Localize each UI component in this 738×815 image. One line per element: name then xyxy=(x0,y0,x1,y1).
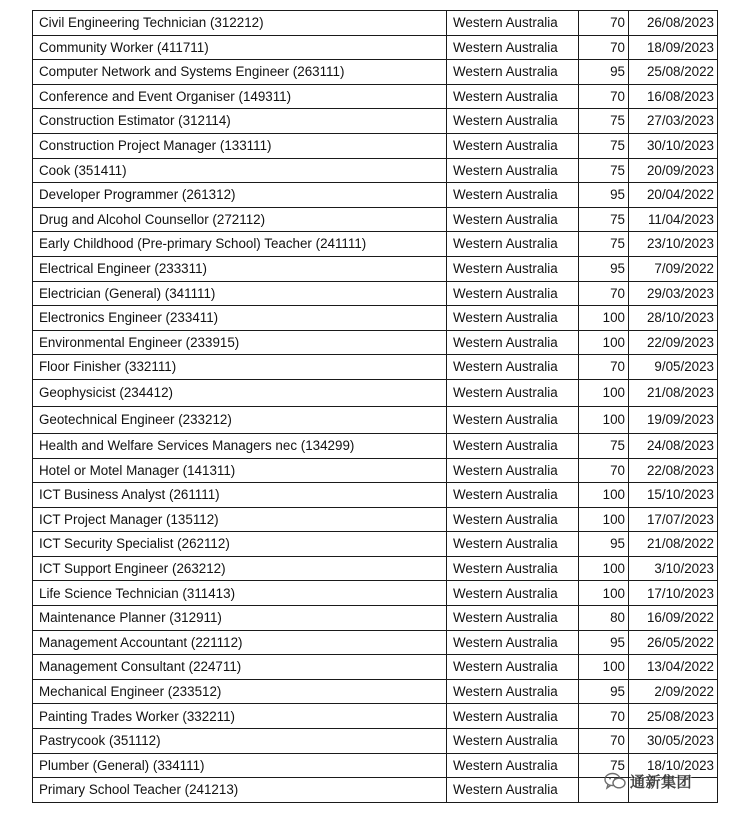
watermark-text: 通新集团 xyxy=(630,772,693,791)
score-cell: 75 xyxy=(579,433,629,458)
occupation-cell: Management Consultant (224711) xyxy=(33,655,447,680)
state-cell: Western Australia xyxy=(447,60,579,85)
table-row xyxy=(33,330,718,355)
date-cell: 18/09/2023 xyxy=(629,35,718,60)
score-cell: 100 xyxy=(579,306,629,331)
state-cell: Western Australia xyxy=(447,355,579,380)
table-row xyxy=(33,507,718,532)
state-cell: Western Australia xyxy=(447,753,579,778)
date-cell: 16/09/2022 xyxy=(629,606,718,631)
state-cell: Western Australia xyxy=(447,507,579,532)
state-cell: Western Australia xyxy=(447,483,579,508)
score-cell: 70 xyxy=(579,458,629,483)
occupation-cell: Community Worker (411711) xyxy=(33,35,447,60)
invitation-table xyxy=(32,10,718,803)
table-row xyxy=(33,630,718,655)
score-cell: 75 xyxy=(579,753,629,778)
date-cell: 9/05/2023 xyxy=(629,355,718,380)
table-row xyxy=(33,532,718,557)
table-row xyxy=(33,35,718,60)
table-row xyxy=(33,581,718,606)
score-cell: 80 xyxy=(579,606,629,631)
occupation-cell: Plumber (General) (334111) xyxy=(33,753,447,778)
state-cell: Western Australia xyxy=(447,11,579,36)
score-cell: 100 xyxy=(579,655,629,680)
occupation-cell: Conference and Event Organiser (149311) xyxy=(33,84,447,109)
date-cell: 19/09/2023 xyxy=(629,406,718,433)
state-cell: Western Australia xyxy=(447,778,579,803)
date-cell: 25/08/2023 xyxy=(629,704,718,729)
score-cell: 70 xyxy=(579,281,629,306)
watermark xyxy=(604,768,692,794)
table-row xyxy=(33,232,718,257)
occupation-cell: Early Childhood (Pre-primary School) Teacher (241111) xyxy=(33,232,447,257)
occupation-cell: Life Science Technician (311413) xyxy=(33,581,447,606)
state-cell: Western Australia xyxy=(447,281,579,306)
state-cell: Western Australia xyxy=(447,207,579,232)
score-cell: 70 xyxy=(579,11,629,36)
state-cell: Western Australia xyxy=(447,232,579,257)
occupation-cell: Developer Programmer (261312) xyxy=(33,183,447,208)
table-row xyxy=(33,183,718,208)
occupation-cell: Geotechnical Engineer (233212) xyxy=(33,406,447,433)
occupation-cell: Painting Trades Worker (332211) xyxy=(33,704,447,729)
date-cell: 20/04/2022 xyxy=(629,183,718,208)
score-cell: 100 xyxy=(579,330,629,355)
state-cell: Western Australia xyxy=(447,433,579,458)
date-cell: 30/10/2023 xyxy=(629,133,718,158)
date-cell: 17/10/2023 xyxy=(629,581,718,606)
date-cell: 22/08/2023 xyxy=(629,458,718,483)
occupation-cell: Electronics Engineer (233411) xyxy=(33,306,447,331)
date-cell: 13/04/2022 xyxy=(629,655,718,680)
occupation-cell: Environmental Engineer (233915) xyxy=(33,330,447,355)
occupation-cell: Civil Engineering Technician (312212) xyxy=(33,11,447,36)
table-row xyxy=(33,433,718,458)
occupation-cell: Primary School Teacher (241213) xyxy=(33,778,447,803)
date-cell: 2/09/2022 xyxy=(629,679,718,704)
state-cell: Western Australia xyxy=(447,84,579,109)
date-cell: 26/05/2022 xyxy=(629,630,718,655)
table-row xyxy=(33,483,718,508)
state-cell: Western Australia xyxy=(447,330,579,355)
occupation-cell: Construction Project Manager (133111) xyxy=(33,133,447,158)
occupation-cell: ICT Business Analyst (261111) xyxy=(33,483,447,508)
score-cell: 70 xyxy=(579,355,629,380)
date-cell: 21/08/2022 xyxy=(629,532,718,557)
table-row xyxy=(33,704,718,729)
table-row xyxy=(33,60,718,85)
occupation-cell: Pastrycook (351112) xyxy=(33,729,447,754)
date-cell: 3/10/2023 xyxy=(629,556,718,581)
date-cell: 25/08/2022 xyxy=(629,60,718,85)
occupation-cell: ICT Support Engineer (263212) xyxy=(33,556,447,581)
date-cell: 22/09/2023 xyxy=(629,330,718,355)
occupation-cell: Drug and Alcohol Counsellor (272112) xyxy=(33,207,447,232)
score-cell: 95 xyxy=(579,630,629,655)
date-cell: 7/09/2022 xyxy=(629,256,718,281)
score-cell: 75 xyxy=(579,207,629,232)
occupation-cell: ICT Security Specialist (262112) xyxy=(33,532,447,557)
occupation-cell: Geophysicist (234412) xyxy=(33,379,447,406)
score-cell: 95 xyxy=(579,532,629,557)
score-cell: 100 xyxy=(579,556,629,581)
score-cell: 75 xyxy=(579,232,629,257)
date-cell: 24/08/2023 xyxy=(629,433,718,458)
date-cell: 28/10/2023 xyxy=(629,306,718,331)
table-row xyxy=(33,458,718,483)
score-cell: 95 xyxy=(579,679,629,704)
table-row xyxy=(33,655,718,680)
date-cell: 18/10/2023 xyxy=(629,753,718,778)
table-row xyxy=(33,679,718,704)
state-cell: Western Australia xyxy=(447,655,579,680)
date-cell: 11/04/2023 xyxy=(629,207,718,232)
score-cell: 70 xyxy=(579,84,629,109)
state-cell: Western Australia xyxy=(447,35,579,60)
occupation-cell: Computer Network and Systems Engineer (263111) xyxy=(33,60,447,85)
score-cell: 70 xyxy=(579,35,629,60)
score-cell: 100 xyxy=(579,483,629,508)
state-cell: Western Australia xyxy=(447,158,579,183)
state-cell: Western Australia xyxy=(447,306,579,331)
state-cell: Western Australia xyxy=(447,183,579,208)
occupation-cell: Electrician (General) (341111) xyxy=(33,281,447,306)
score-cell: 70 xyxy=(579,729,629,754)
score-cell: 100 xyxy=(579,379,629,406)
score-cell: 95 xyxy=(579,256,629,281)
state-cell: Western Australia xyxy=(447,704,579,729)
table-row xyxy=(33,281,718,306)
table-row xyxy=(33,133,718,158)
state-cell: Western Australia xyxy=(447,556,579,581)
occupation-cell: Hotel or Motel Manager (141311) xyxy=(33,458,447,483)
state-cell: Western Australia xyxy=(447,581,579,606)
occupation-cell: Construction Estimator (312114) xyxy=(33,109,447,134)
occupation-cell: ICT Project Manager (135112) xyxy=(33,507,447,532)
state-cell: Western Australia xyxy=(447,256,579,281)
state-cell: Western Australia xyxy=(447,606,579,631)
state-cell: Western Australia xyxy=(447,532,579,557)
date-cell: 17/07/2023 xyxy=(629,507,718,532)
state-cell: Western Australia xyxy=(447,630,579,655)
score-cell: 100 xyxy=(579,507,629,532)
date-cell: 27/03/2023 xyxy=(629,109,718,134)
score-cell: 100 xyxy=(579,406,629,433)
date-cell: 30/05/2023 xyxy=(629,729,718,754)
occupation-cell: Floor Finisher (332111) xyxy=(33,355,447,380)
state-cell: Western Australia xyxy=(447,458,579,483)
table-row xyxy=(33,729,718,754)
state-cell: Western Australia xyxy=(447,379,579,406)
table-row xyxy=(33,606,718,631)
date-cell: 15/10/2023 xyxy=(629,483,718,508)
date-cell: 21/08/2023 xyxy=(629,379,718,406)
state-cell: Western Australia xyxy=(447,406,579,433)
table-row xyxy=(33,379,718,406)
score-cell: 75 xyxy=(579,109,629,134)
date-cell: 20/09/2023 xyxy=(629,158,718,183)
table-row xyxy=(33,207,718,232)
occupation-cell: Maintenance Planner (312911) xyxy=(33,606,447,631)
invitation-table-container xyxy=(32,10,717,803)
score-cell: 75 xyxy=(579,133,629,158)
table-row xyxy=(33,11,718,36)
state-cell: Western Australia xyxy=(447,679,579,704)
score-cell: 95 xyxy=(579,60,629,85)
state-cell: Western Australia xyxy=(447,729,579,754)
table-row xyxy=(33,556,718,581)
score-cell: 100 xyxy=(579,581,629,606)
table-row xyxy=(33,109,718,134)
date-cell: 29/03/2023 xyxy=(629,281,718,306)
state-cell: Western Australia xyxy=(447,133,579,158)
table-row xyxy=(33,406,718,433)
table-row xyxy=(33,256,718,281)
occupation-cell: Mechanical Engineer (233512) xyxy=(33,679,447,704)
table-row xyxy=(33,84,718,109)
date-cell: 16/08/2023 xyxy=(629,84,718,109)
occupation-cell: Electrical Engineer (233311) xyxy=(33,256,447,281)
table-row xyxy=(33,306,718,331)
table-row xyxy=(33,355,718,380)
score-cell: 75 xyxy=(579,158,629,183)
occupation-cell: Management Accountant (221112) xyxy=(33,630,447,655)
state-cell: Western Australia xyxy=(447,109,579,134)
table-body xyxy=(33,11,718,803)
score-cell: 95 xyxy=(579,183,629,208)
occupation-cell: Cook (351411) xyxy=(33,158,447,183)
score-cell: 70 xyxy=(579,704,629,729)
date-cell: 26/08/2023 xyxy=(629,11,718,36)
occupation-cell: Health and Welfare Services Managers nec (134299) xyxy=(33,433,447,458)
table-row xyxy=(33,158,718,183)
date-cell: 23/10/2023 xyxy=(629,232,718,257)
wechat-icon xyxy=(604,772,626,790)
